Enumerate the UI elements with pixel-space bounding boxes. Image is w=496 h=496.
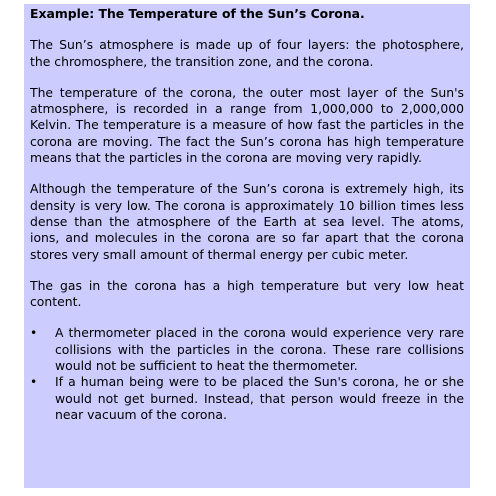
bullet-icon: • <box>30 374 38 390</box>
paragraph-temperature: The temperature of the corona, the outer most layer of the Sun's atmosphere, is recorded in a range from 1,000,000 to 2,000,000 Kelvin. The temperature is a measure of how fast the particles in the corona are moving. The fact the Sun’s corona has high temperature means that the particles in the corona are moving very rapidly. <box>30 84 464 166</box>
content-panel <box>24 4 470 488</box>
paragraph-density: Although the temperature of the Sun’s corona is extremely high, its density is very low. The corona is approximately 10 billion times less dense than the atmosphere of the Earth at sea level. The atoms, ions, and molecules in the corona are so far apart that the corona stores very small amount of thermal energy per cubic meter. <box>30 181 464 262</box>
bullet-text-human: If a human being were to be placed the Sun's corona, he or she would not get burned. Instead, that person would freeze in the near vacuum of the corona. <box>55 374 464 422</box>
example-title: Example: The Temperature of the Sun’s Corona. <box>30 6 365 21</box>
list-item <box>30 374 464 423</box>
paragraph-heat-content: The gas in the corona has a high temperature but very low heat content. <box>30 277 464 310</box>
paragraph-layers: The Sun’s atmosphere is made up of four layers: the photosphere, the chromosphere, the transition zone, and the corona. <box>30 37 464 69</box>
bullet-list <box>30 325 464 423</box>
list-item <box>30 325 464 374</box>
bullet-icon: • <box>30 325 38 341</box>
bullet-text-thermometer: A thermometer placed in the corona would experience very rare collisions with the particles in the corona. These rare collisions would not be sufficient to heat the thermometer. <box>55 325 464 374</box>
